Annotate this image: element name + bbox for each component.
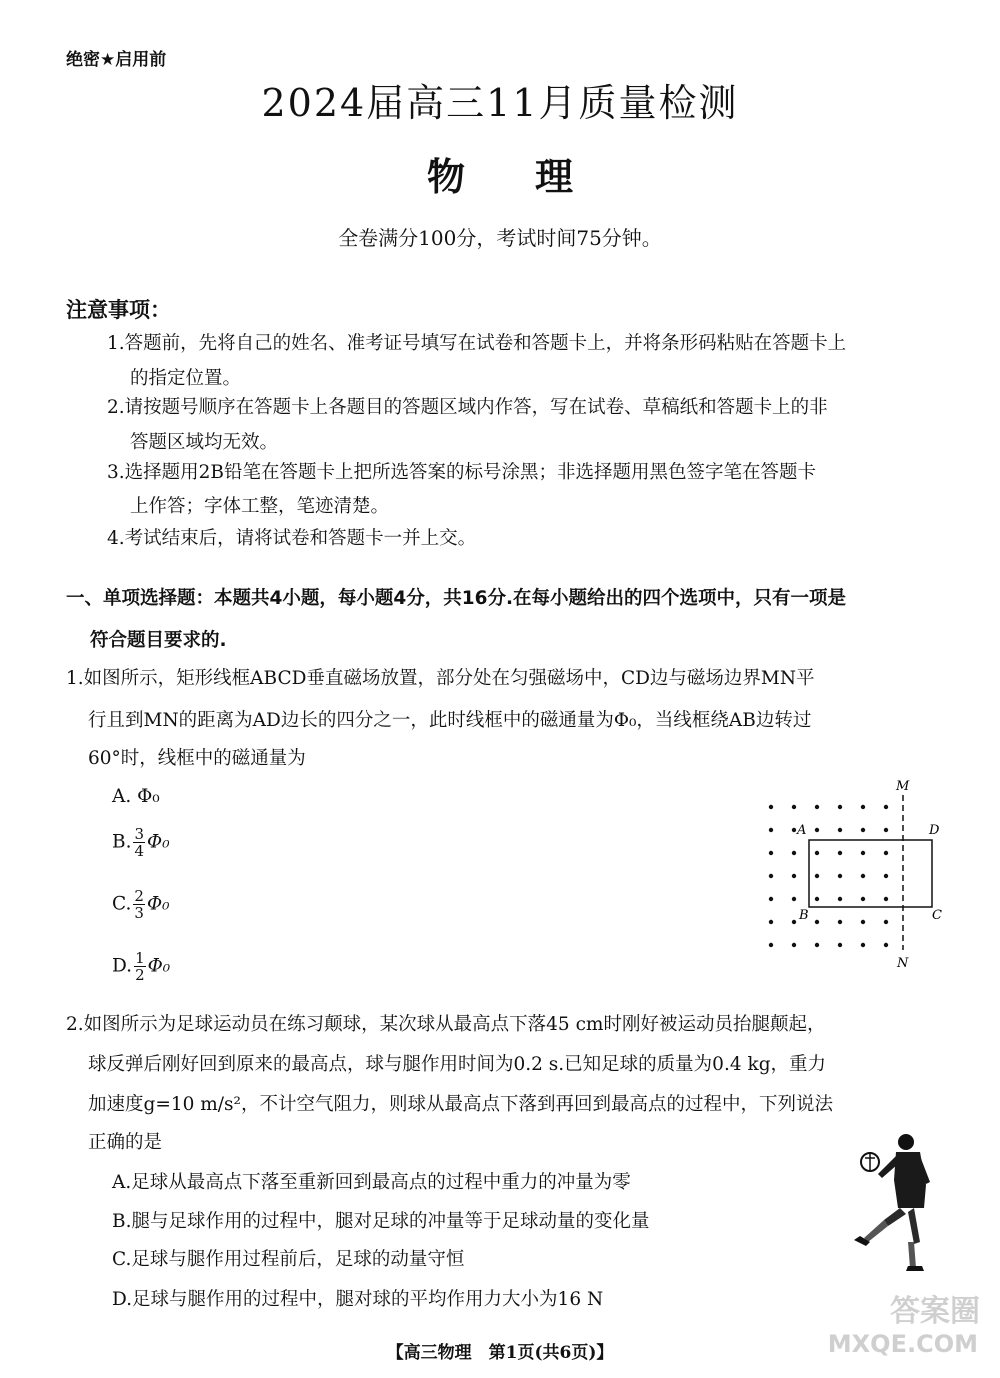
field-dot xyxy=(884,897,888,901)
notice-line: 3.选择题用2B铅笔在答题卡上把所选答案的标号涂黑；非选择题用黑色签字笔在答题卡 xyxy=(107,462,817,483)
field-dot xyxy=(861,874,865,878)
score-info: 全卷满分100分，考试时间75分钟。 xyxy=(338,226,662,250)
q1-text: 行且到MN的距离为AD边长的四分之一，此时线框中的磁通量为Φ₀，当线框绕AB边转过 xyxy=(88,710,812,731)
field-dot xyxy=(884,920,888,924)
q1-text: 60°时，线框中的磁通量为 xyxy=(88,748,306,769)
field-dot xyxy=(792,897,796,901)
field-dot xyxy=(769,920,773,924)
football-player-image xyxy=(850,1130,935,1275)
field-dot xyxy=(838,805,842,809)
confidential-label: 绝密★启用前 xyxy=(66,50,167,70)
q2-option-c: C.足球与腿作用过程前后，足球的动量守恒 xyxy=(112,1249,465,1270)
notice-line: 的指定位置。 xyxy=(130,368,242,389)
notice-line: 2.请按题号顺序在答题卡上各题目的答题区域内作答，写在试卷、草稿纸和答题卡上的非 xyxy=(107,397,828,418)
field-dot xyxy=(815,874,819,878)
field-dot xyxy=(838,943,842,947)
field-dot xyxy=(792,874,796,878)
q1-option-a: A. Φ₀ xyxy=(112,786,160,807)
field-dot xyxy=(792,920,796,924)
field-dot xyxy=(815,897,819,901)
q1-option-c: C. $\frac{2}{3}$ Φ₀ xyxy=(112,887,170,922)
label-c: C xyxy=(932,908,942,923)
field-dot xyxy=(861,851,865,855)
field-dot xyxy=(838,851,842,855)
field-dot xyxy=(792,828,796,832)
notice-title: 注意事项： xyxy=(66,298,171,322)
watermark-logo: 答案圈 xyxy=(890,1294,980,1329)
watermark-url: MXQE.COM xyxy=(827,1330,978,1358)
magnetic-field-figure xyxy=(755,775,955,975)
field-dot xyxy=(884,851,888,855)
field-dot xyxy=(838,874,842,878)
subject-title: 物理 xyxy=(426,154,643,199)
field-dot xyxy=(815,920,819,924)
field-dot xyxy=(769,805,773,809)
notice-line: 4.考试结束后，请将试卷和答题卡一并上交。 xyxy=(107,528,477,549)
q2-text: 球反弹后刚好回到原来的最高点，球与腿作用时间为0.2 s.已知足球的质量为0.4 kg，重力 xyxy=(88,1054,827,1075)
q1-text: 1.如图所示，矩形线框ABCD垂直磁场放置，部分处在匀强磁场中，CD边与磁场边界MN平 xyxy=(66,668,815,689)
field-dot xyxy=(769,943,773,947)
field-dot xyxy=(838,897,842,901)
label-d: D xyxy=(929,823,940,838)
field-dot xyxy=(792,943,796,947)
field-dot xyxy=(861,943,865,947)
field-dots xyxy=(769,805,888,947)
q2-option-a: A.足球从最高点下落至重新回到最高点的过程中重力的冲量为零 xyxy=(112,1172,631,1193)
field-dot xyxy=(884,874,888,878)
field-dot xyxy=(861,897,865,901)
notice-line: 上作答；字体工整，笔迹清楚。 xyxy=(130,496,390,517)
q2-option-d: D.足球与腿作用的过程中，腿对球的平均作用力大小为16 N xyxy=(112,1289,604,1310)
q1-option-b: B. $\frac{3}{4}$ Φ₀ xyxy=(112,825,170,860)
field-dot xyxy=(815,851,819,855)
section-heading: 一、单项选择题：本题共4小题，每小题4分，共16分.在每小题给出的四个选项中，只有一项是 xyxy=(66,588,847,609)
player-head xyxy=(898,1134,914,1150)
field-dot xyxy=(838,828,842,832)
field-dot xyxy=(838,920,842,924)
label-b: B xyxy=(799,908,809,923)
field-dot xyxy=(769,828,773,832)
q2-text: 2.如图所示为足球运动员在练习颠球，某次球从最高点下落45 cm时刚好被运动员抬腿颠起， xyxy=(66,1014,826,1035)
page-footer: 【高三物理 第1页(共6页)】 xyxy=(386,1343,614,1363)
field-dot xyxy=(792,805,796,809)
label-m: M xyxy=(896,779,910,794)
field-dot xyxy=(815,805,819,809)
field-dot xyxy=(884,805,888,809)
notice-line: 1.答题前，先将自己的姓名、准考证号填写在试卷和答题卡上，并将条形码粘贴在答题卡上 xyxy=(107,333,847,354)
coil-abcd xyxy=(809,840,932,907)
field-dot xyxy=(884,943,888,947)
label-n: N xyxy=(897,956,909,971)
field-dot xyxy=(884,828,888,832)
field-dot xyxy=(769,897,773,901)
field-dot xyxy=(769,851,773,855)
label-a: A xyxy=(797,823,807,838)
field-dot xyxy=(861,920,865,924)
field-dot xyxy=(861,805,865,809)
field-dot xyxy=(861,828,865,832)
q2-option-b: B.腿与足球作用的过程中，腿对足球的冲量等于足球动量的变化量 xyxy=(112,1211,650,1232)
notice-line: 答题区域均无效。 xyxy=(130,432,279,453)
field-dot xyxy=(769,874,773,878)
field-dot xyxy=(792,851,796,855)
section-heading-cont: 符合题目要求的. xyxy=(90,630,227,651)
field-dot xyxy=(815,828,819,832)
exam-title: 2024届高三11月质量检测 xyxy=(261,81,739,125)
q2-text: 加速度g=10 m/s²，不计空气阻力，则球从最高点下落到再回到最高点的过程中，下列说法 xyxy=(88,1094,833,1115)
q1-option-d: D. $\frac{1}{2}$ Φ₀ xyxy=(112,949,171,984)
q2-text: 正确的是 xyxy=(88,1132,163,1153)
field-dot xyxy=(815,943,819,947)
